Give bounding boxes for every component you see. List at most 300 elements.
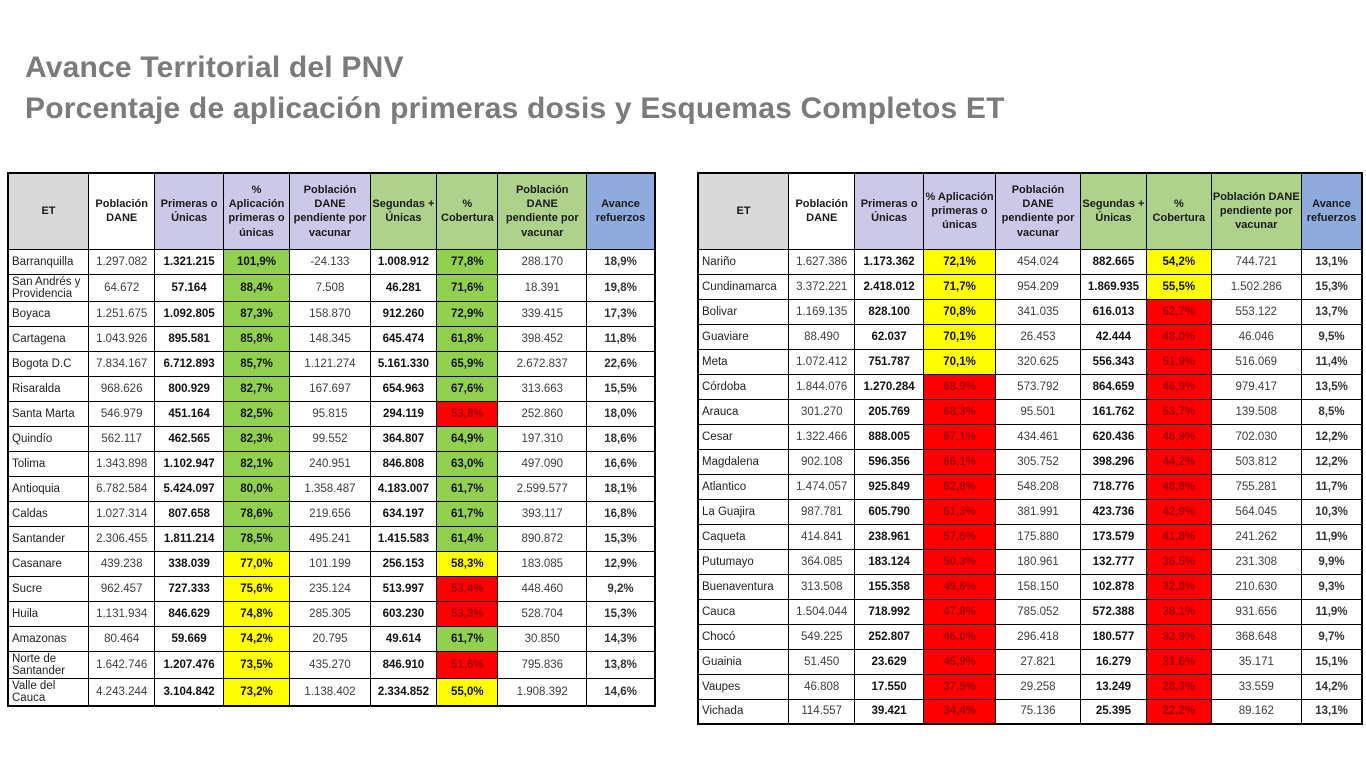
cell-pct-aplicacion: 73,5% (223, 651, 289, 678)
cell-pct-aplicacion: 34,4% (923, 699, 995, 724)
cell-primeras-o-unicas: 252.807 (855, 624, 923, 649)
cell-poblacion-pendiente-1: 434.461 (996, 424, 1081, 449)
cell-et: Amazonas (8, 626, 88, 651)
cell-et: Atlantico (698, 474, 789, 499)
cell-pct-cobertura: 58,3% (437, 551, 498, 576)
cell-pct-aplicacion: 77,0% (223, 551, 289, 576)
cell-poblacion-dane: 1.169.135 (789, 299, 855, 324)
column-header-et: ET (698, 173, 789, 249)
cell-pct-aplicacion: 82,5% (223, 401, 289, 426)
cell-pct-aplicacion: 62,8% (923, 474, 995, 499)
cell-pct-cobertura: 51,9% (1147, 349, 1211, 374)
cell-pct-cobertura: 61,7% (437, 476, 498, 501)
cell-segundas-unicas: 42.444 (1080, 324, 1146, 349)
table-row (698, 499, 1362, 524)
cell-segundas-unicas: 102.878 (1080, 574, 1146, 599)
cell-segundas-unicas: 364.807 (370, 426, 436, 451)
cell-primeras-o-unicas: 1.207.476 (155, 651, 223, 678)
cell-primeras-o-unicas: 2.418.012 (855, 274, 923, 299)
cell-pct-aplicacion: 70,1% (923, 324, 995, 349)
cell-poblacion-pendiente-2: 979.417 (1211, 374, 1302, 399)
table-row (698, 399, 1362, 424)
cell-poblacion-pendiente-1: 495.241 (290, 526, 370, 551)
table-row (698, 474, 1362, 499)
cell-poblacion-pendiente-1: 454.024 (996, 249, 1081, 274)
cell-et: Valle del Cauca (8, 678, 88, 706)
column-header-poblacion-dane: Población DANE (88, 173, 154, 249)
cell-pct-aplicacion: 72,1% (923, 249, 995, 274)
table-row (8, 651, 655, 678)
cell-poblacion-dane: 962.457 (88, 576, 154, 601)
cell-avance-refuerzos: 14,3% (587, 626, 655, 651)
cell-primeras-o-unicas: 751.787 (855, 349, 923, 374)
cell-poblacion-dane: 549.225 (789, 624, 855, 649)
cell-pct-cobertura: 54,2% (1147, 249, 1211, 274)
cell-pct-aplicacion: 45,9% (923, 649, 995, 674)
cell-et: Guaviare (698, 324, 789, 349)
cell-poblacion-pendiente-2: 398.452 (498, 326, 587, 351)
cell-primeras-o-unicas: 1.092.805 (155, 301, 223, 326)
table-row (8, 301, 655, 326)
cell-segundas-unicas: 132.777 (1080, 549, 1146, 574)
cell-pct-aplicacion: 74,8% (223, 601, 289, 626)
cell-et: Barranquilla (8, 249, 88, 274)
cell-poblacion-pendiente-2: 2.672.837 (498, 351, 587, 376)
cell-poblacion-pendiente-1: 101.199 (290, 551, 370, 576)
cell-et: Caqueta (698, 524, 789, 549)
cell-poblacion-pendiente-1: 158.870 (290, 301, 370, 326)
table-row (8, 526, 655, 551)
cell-poblacion-dane: 1.844.076 (789, 374, 855, 399)
cell-poblacion-dane: 1.474.057 (789, 474, 855, 499)
cell-segundas-unicas: 161.762 (1080, 399, 1146, 424)
cell-pct-aplicacion: 75,6% (223, 576, 289, 601)
cell-pct-cobertura: 48,0% (1147, 324, 1211, 349)
table-row (8, 401, 655, 426)
data-table (7, 172, 656, 707)
cell-segundas-unicas: 294.119 (370, 401, 436, 426)
cell-et: Magdalena (698, 449, 789, 474)
cell-primeras-o-unicas: 895.581 (155, 326, 223, 351)
table-row (698, 249, 1362, 274)
cell-pct-cobertura: 38,1% (1147, 599, 1211, 624)
header-row (698, 173, 1362, 249)
table-row (698, 274, 1362, 299)
cell-pct-cobertura: 61,7% (437, 501, 498, 526)
cell-pct-aplicacion: 87,3% (223, 301, 289, 326)
cell-primeras-o-unicas: 888.005 (855, 424, 923, 449)
table-row (698, 299, 1362, 324)
cell-avance-refuerzos: 15,3% (587, 526, 655, 551)
cell-poblacion-pendiente-2: 252.860 (498, 401, 587, 426)
cell-pct-cobertura: 67,6% (437, 376, 498, 401)
cell-pct-cobertura: 36,5% (1147, 549, 1211, 574)
cell-pct-aplicacion: 85,8% (223, 326, 289, 351)
column-header-pct-aplicacion: % Aplicación primeras o únicas (923, 173, 995, 249)
cell-primeras-o-unicas: 6.712.893 (155, 351, 223, 376)
cell-segundas-unicas: 4.183.007 (370, 476, 436, 501)
cell-poblacion-dane: 1.043.926 (88, 326, 154, 351)
cell-et: Antioquia (8, 476, 88, 501)
cell-et: Bolivar (698, 299, 789, 324)
cell-pct-aplicacion: 71,7% (923, 274, 995, 299)
cell-avance-refuerzos: 11,9% (1302, 599, 1362, 624)
cell-segundas-unicas: 556.343 (1080, 349, 1146, 374)
cell-et: Putumayo (698, 549, 789, 574)
cell-pct-aplicacion: 78,5% (223, 526, 289, 551)
table-row (8, 451, 655, 476)
column-header-primeras-o-unicas: Primeras o Únicas (155, 173, 223, 249)
cell-et: Buenaventura (698, 574, 789, 599)
cell-poblacion-pendiente-2: 553.122 (1211, 299, 1302, 324)
cell-avance-refuerzos: 22,6% (587, 351, 655, 376)
cell-pct-aplicacion: 73,2% (223, 678, 289, 706)
cell-pct-cobertura: 61,4% (437, 526, 498, 551)
cell-avance-refuerzos: 18,6% (587, 426, 655, 451)
cell-avance-refuerzos: 14,6% (587, 678, 655, 706)
cell-poblacion-dane: 7.834.167 (88, 351, 154, 376)
cell-avance-refuerzos: 16,6% (587, 451, 655, 476)
cell-avance-refuerzos: 13,5% (1302, 374, 1362, 399)
cell-segundas-unicas: 864.659 (1080, 374, 1146, 399)
cell-segundas-unicas: 5.161.330 (370, 351, 436, 376)
cell-poblacion-dane: 439.238 (88, 551, 154, 576)
cell-pct-aplicacion: 70,1% (923, 349, 995, 374)
cell-poblacion-dane: 1.322.466 (789, 424, 855, 449)
cell-poblacion-dane: 562.117 (88, 426, 154, 451)
cell-poblacion-pendiente-2: 497.090 (498, 451, 587, 476)
cell-et: La Guajira (698, 499, 789, 524)
cell-avance-refuerzos: 9,3% (1302, 574, 1362, 599)
cell-avance-refuerzos: 19,8% (587, 274, 655, 301)
cell-pct-aplicacion: 46,0% (923, 624, 995, 649)
cell-poblacion-pendiente-1: 180.961 (996, 549, 1081, 574)
cell-poblacion-pendiente-1: 296.418 (996, 624, 1081, 649)
cell-pct-aplicacion: 68,9% (923, 374, 995, 399)
cell-avance-refuerzos: 12,2% (1302, 449, 1362, 474)
table-row (698, 524, 1362, 549)
cell-avance-refuerzos: 18,0% (587, 401, 655, 426)
cell-avance-refuerzos: 16,8% (587, 501, 655, 526)
cell-poblacion-pendiente-2: 755.281 (1211, 474, 1302, 499)
cell-poblacion-dane: 1.072.412 (789, 349, 855, 374)
cell-avance-refuerzos: 11,8% (587, 326, 655, 351)
cell-poblacion-pendiente-1: 219.656 (290, 501, 370, 526)
cell-et: Cartagena (8, 326, 88, 351)
cell-primeras-o-unicas: 1.173.362 (855, 249, 923, 274)
column-header-poblacion-pendiente-2: Población DANE pendiente por vacunar (1211, 173, 1302, 249)
cell-poblacion-dane: 6.782.584 (88, 476, 154, 501)
cell-poblacion-dane: 902.108 (789, 449, 855, 474)
cell-poblacion-pendiente-1: 27.821 (996, 649, 1081, 674)
title-line-2: Porcentaje de aplicación primeras dosis y Esquemas Completos ET (25, 92, 1005, 126)
cell-poblacion-pendiente-2: 2.599.577 (498, 476, 587, 501)
cell-segundas-unicas: 654.963 (370, 376, 436, 401)
table-row (8, 576, 655, 601)
table-row (8, 274, 655, 301)
cell-pct-cobertura: 64,9% (437, 426, 498, 451)
cell-primeras-o-unicas: 925.849 (855, 474, 923, 499)
cell-primeras-o-unicas: 3.104.842 (155, 678, 223, 706)
cell-et: Sucre (8, 576, 88, 601)
cell-primeras-o-unicas: 800.929 (155, 376, 223, 401)
cell-poblacion-pendiente-2: 931.656 (1211, 599, 1302, 624)
cell-primeras-o-unicas: 1.321.215 (155, 249, 223, 274)
cell-poblacion-dane: 64.672 (88, 274, 154, 301)
cell-et: Bogota D.C (8, 351, 88, 376)
cell-pct-cobertura: 61,8% (437, 326, 498, 351)
cell-segundas-unicas: 49.614 (370, 626, 436, 651)
cell-poblacion-pendiente-1: 320.625 (996, 349, 1081, 374)
cell-pct-cobertura: 22,2% (1147, 699, 1211, 724)
cell-segundas-unicas: 603.230 (370, 601, 436, 626)
cell-avance-refuerzos: 12,2% (1302, 424, 1362, 449)
cell-pct-cobertura: 46,9% (1147, 374, 1211, 399)
cell-pct-aplicacion: 78,6% (223, 501, 289, 526)
cell-poblacion-pendiente-2: 231.308 (1211, 549, 1302, 574)
cell-poblacion-dane: 80.464 (88, 626, 154, 651)
cell-poblacion-pendiente-1: 435.270 (290, 651, 370, 678)
cell-avance-refuerzos: 15,1% (1302, 649, 1362, 674)
cell-primeras-o-unicas: 17.550 (855, 674, 923, 699)
cell-poblacion-pendiente-2: 368.648 (1211, 624, 1302, 649)
cell-poblacion-pendiente-2: 35.171 (1211, 649, 1302, 674)
cell-poblacion-pendiente-1: 305.752 (996, 449, 1081, 474)
cell-avance-refuerzos: 14,2% (1302, 674, 1362, 699)
cell-avance-refuerzos: 11,4% (1302, 349, 1362, 374)
cell-poblacion-dane: 1.343.898 (88, 451, 154, 476)
cell-et: Risaralda (8, 376, 88, 401)
cell-pct-cobertura: 31,6% (1147, 649, 1211, 674)
cell-pct-cobertura: 77,8% (437, 249, 498, 274)
column-header-avance-refuerzos: Avance refuerzos (587, 173, 655, 249)
cell-avance-refuerzos: 18,9% (587, 249, 655, 274)
cell-poblacion-pendiente-2: 241.262 (1211, 524, 1302, 549)
cell-primeras-o-unicas: 596.356 (855, 449, 923, 474)
table-row (698, 599, 1362, 624)
cell-poblacion-dane: 1.627.386 (789, 249, 855, 274)
cell-pct-aplicacion: 57,6% (923, 524, 995, 549)
cell-primeras-o-unicas: 846.629 (155, 601, 223, 626)
cell-primeras-o-unicas: 1.811.214 (155, 526, 223, 551)
column-header-poblacion-pendiente-2: Población DANE pendiente por vacunar (498, 173, 587, 249)
cell-pct-aplicacion: 49,6% (923, 574, 995, 599)
cell-poblacion-pendiente-1: 26.453 (996, 324, 1081, 349)
cell-poblacion-pendiente-1: 1.138.402 (290, 678, 370, 706)
cell-poblacion-pendiente-2: 516.069 (1211, 349, 1302, 374)
cell-poblacion-pendiente-2: 890.872 (498, 526, 587, 551)
cell-poblacion-pendiente-2: 339.415 (498, 301, 587, 326)
cell-pct-cobertura: 53,8% (437, 401, 498, 426)
column-header-poblacion-pendiente-1: Población DANE pendiente por vacunar (996, 173, 1081, 249)
cell-primeras-o-unicas: 238.961 (855, 524, 923, 549)
cell-segundas-unicas: 718.776 (1080, 474, 1146, 499)
cell-poblacion-pendiente-2: 702.030 (1211, 424, 1302, 449)
cell-pct-cobertura: 53,7% (1147, 399, 1211, 424)
column-header-poblacion-pendiente-1: Población DANE pendiente por vacunar (290, 173, 370, 249)
cell-primeras-o-unicas: 727.333 (155, 576, 223, 601)
cell-poblacion-dane: 51.450 (789, 649, 855, 674)
cell-pct-aplicacion: 68,3% (923, 399, 995, 424)
cell-poblacion-dane: 987.781 (789, 499, 855, 524)
cell-primeras-o-unicas: 5.424.097 (155, 476, 223, 501)
cell-pct-cobertura: 52,7% (1147, 299, 1211, 324)
cell-et: Norte de Santander (8, 651, 88, 678)
cell-poblacion-pendiente-1: 235.124 (290, 576, 370, 601)
cell-poblacion-pendiente-1: 167.697 (290, 376, 370, 401)
cell-poblacion-dane: 114.557 (789, 699, 855, 724)
cell-poblacion-pendiente-2: 503.812 (1211, 449, 1302, 474)
cell-pct-aplicacion: 47,8% (923, 599, 995, 624)
cell-poblacion-pendiente-2: 89.162 (1211, 699, 1302, 724)
cell-poblacion-dane: 1.297.082 (88, 249, 154, 274)
cell-segundas-unicas: 423.736 (1080, 499, 1146, 524)
cell-primeras-o-unicas: 462.565 (155, 426, 223, 451)
cell-segundas-unicas: 2.334.852 (370, 678, 436, 706)
cell-et: Cundinamarca (698, 274, 789, 299)
cell-pct-cobertura: 41,8% (1147, 524, 1211, 549)
cell-pct-aplicacion: 66,1% (923, 449, 995, 474)
table-row (8, 376, 655, 401)
cell-primeras-o-unicas: 338.039 (155, 551, 223, 576)
cell-segundas-unicas: 513.997 (370, 576, 436, 601)
cell-poblacion-pendiente-1: 285.305 (290, 601, 370, 626)
data-table (697, 172, 1363, 725)
cell-segundas-unicas: 1.869.935 (1080, 274, 1146, 299)
cell-pct-cobertura: 53,3% (437, 601, 498, 626)
cell-et: Arauca (698, 399, 789, 424)
cell-avance-refuerzos: 9,2% (587, 576, 655, 601)
right-table (697, 172, 1363, 725)
cell-pct-cobertura: 61,7% (437, 626, 498, 651)
cell-et: Chocó (698, 624, 789, 649)
table-row (8, 476, 655, 501)
table-row (698, 349, 1362, 374)
cell-primeras-o-unicas: 807.658 (155, 501, 223, 526)
cell-pct-aplicacion: 80,0% (223, 476, 289, 501)
page-title (25, 47, 1005, 130)
cell-et: Guainia (698, 649, 789, 674)
cell-segundas-unicas: 25.395 (1080, 699, 1146, 724)
table-row (8, 501, 655, 526)
cell-poblacion-dane: 1.642.746 (88, 651, 154, 678)
cell-poblacion-pendiente-1: 1.358.487 (290, 476, 370, 501)
cell-pct-cobertura: 65,9% (437, 351, 498, 376)
cell-primeras-o-unicas: 59.669 (155, 626, 223, 651)
cell-poblacion-dane: 1.027.314 (88, 501, 154, 526)
cell-et: San Andrés y Providencia (8, 274, 88, 301)
cell-et: Vichada (698, 699, 789, 724)
cell-poblacion-pendiente-1: 158.150 (996, 574, 1081, 599)
cell-segundas-unicas: 645.474 (370, 326, 436, 351)
column-header-pct-aplicacion: % Aplicación primeras o únicas (223, 173, 289, 249)
cell-et: Vaupes (698, 674, 789, 699)
cell-poblacion-dane: 1.251.675 (88, 301, 154, 326)
cell-poblacion-pendiente-1: 954.209 (996, 274, 1081, 299)
cell-poblacion-pendiente-1: 95.501 (996, 399, 1081, 424)
cell-segundas-unicas: 846.910 (370, 651, 436, 678)
cell-poblacion-pendiente-2: 528.704 (498, 601, 587, 626)
cell-poblacion-pendiente-2: 46.046 (1211, 324, 1302, 349)
column-header-primeras-o-unicas: Primeras o Únicas (855, 173, 923, 249)
cell-primeras-o-unicas: 1.270.284 (855, 374, 923, 399)
cell-avance-refuerzos: 13,8% (587, 651, 655, 678)
cell-avance-refuerzos: 15,5% (587, 376, 655, 401)
cell-poblacion-dane: 301.270 (789, 399, 855, 424)
column-header-segundas-unicas: Segundas + Únicas (370, 173, 436, 249)
table-row (698, 699, 1362, 724)
table-row (698, 424, 1362, 449)
cell-et: Casanare (8, 551, 88, 576)
cell-poblacion-pendiente-1: 99.552 (290, 426, 370, 451)
cell-pct-aplicacion: 82,1% (223, 451, 289, 476)
column-header-et: ET (8, 173, 88, 249)
cell-segundas-unicas: 398.296 (1080, 449, 1146, 474)
cell-poblacion-pendiente-2: 1.502.286 (1211, 274, 1302, 299)
cell-avance-refuerzos: 13,1% (1302, 249, 1362, 274)
cell-et: Caldas (8, 501, 88, 526)
cell-avance-refuerzos: 18,1% (587, 476, 655, 501)
table-row (8, 326, 655, 351)
title-line-1: Avance Territorial del PNV (25, 51, 404, 84)
cell-avance-refuerzos: 9,9% (1302, 549, 1362, 574)
cell-primeras-o-unicas: 39.421 (855, 699, 923, 724)
cell-pct-cobertura: 53,4% (437, 576, 498, 601)
cell-avance-refuerzos: 13,7% (1302, 299, 1362, 324)
cell-segundas-unicas: 912.260 (370, 301, 436, 326)
cell-et: Nariño (698, 249, 789, 274)
cell-poblacion-pendiente-2: 795.836 (498, 651, 587, 678)
cell-pct-cobertura: 28,3% (1147, 674, 1211, 699)
cell-pct-cobertura: 51,6% (437, 651, 498, 678)
cell-poblacion-dane: 546.979 (88, 401, 154, 426)
cell-poblacion-pendiente-1: -24.133 (290, 249, 370, 274)
cell-et: Huila (8, 601, 88, 626)
cell-primeras-o-unicas: 718.992 (855, 599, 923, 624)
cell-poblacion-dane: 1.504.044 (789, 599, 855, 624)
cell-poblacion-pendiente-2: 139.508 (1211, 399, 1302, 424)
cell-pct-aplicacion: 61,3% (923, 499, 995, 524)
cell-primeras-o-unicas: 451.164 (155, 401, 223, 426)
cell-segundas-unicas: 1.415.583 (370, 526, 436, 551)
cell-pct-cobertura: 32,9% (1147, 624, 1211, 649)
cell-primeras-o-unicas: 183.124 (855, 549, 923, 574)
cell-pct-aplicacion: 82,7% (223, 376, 289, 401)
cell-primeras-o-unicas: 605.790 (855, 499, 923, 524)
cell-poblacion-dane: 414.841 (789, 524, 855, 549)
cell-poblacion-pendiente-2: 33.559 (1211, 674, 1302, 699)
cell-poblacion-pendiente-2: 183.085 (498, 551, 587, 576)
cell-et: Córdoba (698, 374, 789, 399)
cell-poblacion-pendiente-2: 1.908.392 (498, 678, 587, 706)
cell-pct-aplicacion: 37,5% (923, 674, 995, 699)
cell-poblacion-pendiente-2: 564.045 (1211, 499, 1302, 524)
cell-poblacion-pendiente-2: 744.721 (1211, 249, 1302, 274)
cell-avance-refuerzos: 12,9% (587, 551, 655, 576)
cell-et: Cauca (698, 599, 789, 624)
cell-segundas-unicas: 572.388 (1080, 599, 1146, 624)
table-row (698, 449, 1362, 474)
table-row (698, 374, 1362, 399)
cell-primeras-o-unicas: 57.164 (155, 274, 223, 301)
cell-poblacion-dane: 3.372.221 (789, 274, 855, 299)
cell-pct-cobertura: 46,9% (1147, 424, 1211, 449)
table-row (698, 324, 1362, 349)
table-row (8, 626, 655, 651)
cell-poblacion-pendiente-1: 95.815 (290, 401, 370, 426)
cell-primeras-o-unicas: 155.358 (855, 574, 923, 599)
cell-pct-aplicacion: 101,9% (223, 249, 289, 274)
